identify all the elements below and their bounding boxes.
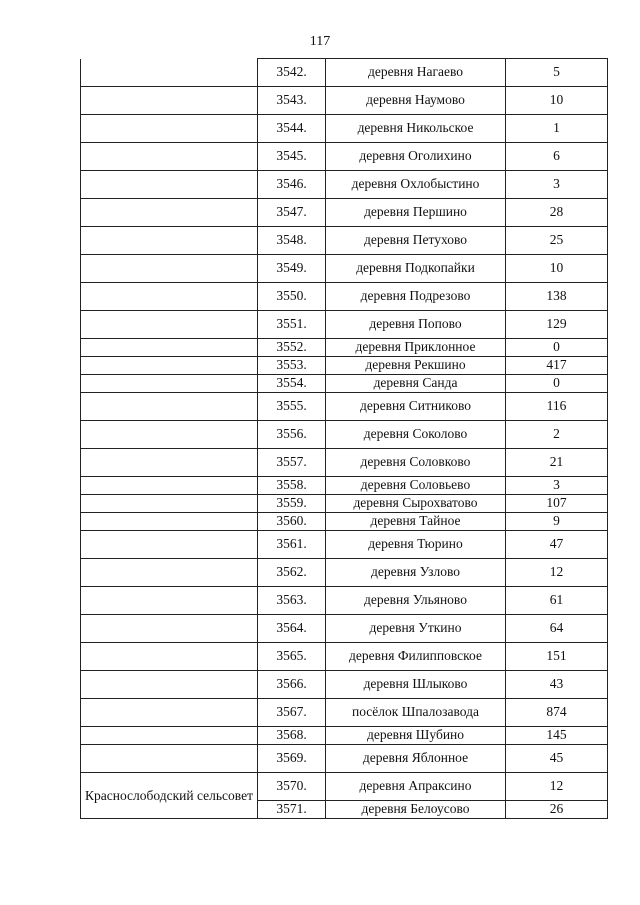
table-row <box>81 587 608 615</box>
population-value: 28 <box>506 199 608 227</box>
population-value: 43 <box>506 671 608 699</box>
row-number: 3543. <box>258 87 326 115</box>
district-cell <box>81 375 258 393</box>
district-cell <box>81 495 258 513</box>
district-cell <box>81 559 258 587</box>
settlement-name: деревня Першино <box>326 199 506 227</box>
population-value: 129 <box>506 311 608 339</box>
settlement-name: деревня Филипповское <box>326 643 506 671</box>
table-row <box>81 745 608 773</box>
table-row <box>81 477 608 495</box>
population-value: 1 <box>506 115 608 143</box>
settlement-name: деревня Шубино <box>326 727 506 745</box>
table-row <box>81 699 608 727</box>
settlement-name: деревня Тюрино <box>326 531 506 559</box>
settlement-name: деревня Никольское <box>326 115 506 143</box>
page-number: 117 <box>309 34 331 49</box>
row-number: 3555. <box>258 393 326 421</box>
population-value: 10 <box>506 87 608 115</box>
district-cell <box>81 477 258 495</box>
settlement-name: деревня Подрезово <box>326 283 506 311</box>
row-number: 3544. <box>258 115 326 143</box>
settlement-name: деревня Петухово <box>326 227 506 255</box>
table-row <box>81 357 608 375</box>
table-row <box>81 671 608 699</box>
settlement-name: деревня Приклонное <box>326 339 506 357</box>
row-number: 3571. <box>258 801 326 819</box>
population-value: 61 <box>506 587 608 615</box>
table-row <box>81 643 608 671</box>
table-row <box>81 59 608 87</box>
row-number: 3565. <box>258 643 326 671</box>
population-value: 0 <box>506 339 608 357</box>
table-row <box>81 531 608 559</box>
settlement-name: деревня Соловково <box>326 449 506 477</box>
settlement-name: деревня Подкопайки <box>326 255 506 283</box>
district-cell <box>81 283 258 311</box>
table-row <box>81 495 608 513</box>
row-number: 3548. <box>258 227 326 255</box>
population-value: 45 <box>506 745 608 773</box>
population-value: 138 <box>506 283 608 311</box>
settlement-name: деревня Оголихино <box>326 143 506 171</box>
row-number: 3556. <box>258 421 326 449</box>
table-row <box>81 115 608 143</box>
table-row <box>81 559 608 587</box>
table-row <box>81 87 608 115</box>
district-cell <box>81 115 258 143</box>
settlement-name: деревня Ульяново <box>326 587 506 615</box>
population-value: 21 <box>506 449 608 477</box>
population-value: 145 <box>506 727 608 745</box>
population-value: 12 <box>506 773 608 801</box>
population-value: 12 <box>506 559 608 587</box>
settlement-name: деревня Яблонное <box>326 745 506 773</box>
district-cell <box>81 745 258 773</box>
settlement-name: деревня Охлобыстино <box>326 171 506 199</box>
row-number: 3568. <box>258 727 326 745</box>
district-cell <box>81 311 258 339</box>
row-number: 3570. <box>258 773 326 801</box>
table-row <box>81 311 608 339</box>
settlement-name: деревня Соколово <box>326 421 506 449</box>
population-value: 64 <box>506 615 608 643</box>
row-number: 3559. <box>258 495 326 513</box>
population-value: 2 <box>506 421 608 449</box>
district-cell <box>81 143 258 171</box>
district-cell <box>81 643 258 671</box>
district-cell <box>81 699 258 727</box>
row-number: 3546. <box>258 171 326 199</box>
district-cell <box>81 171 258 199</box>
district-cell <box>81 393 258 421</box>
population-value: 10 <box>506 255 608 283</box>
table-row <box>81 421 608 449</box>
district-cell <box>81 87 258 115</box>
district-cell <box>81 727 258 745</box>
population-value: 3 <box>506 477 608 495</box>
district-cell <box>81 339 258 357</box>
row-number: 3552. <box>258 339 326 357</box>
table-row <box>81 199 608 227</box>
row-number: 3550. <box>258 283 326 311</box>
row-number: 3547. <box>258 199 326 227</box>
population-value: 116 <box>506 393 608 421</box>
settlement-name: деревня Санда <box>326 375 506 393</box>
table-row <box>81 615 608 643</box>
population-value: 107 <box>506 495 608 513</box>
row-number: 3560. <box>258 513 326 531</box>
district-cell <box>81 357 258 375</box>
table-row <box>81 171 608 199</box>
district-cell <box>81 587 258 615</box>
row-number: 3569. <box>258 745 326 773</box>
row-number: 3551. <box>258 311 326 339</box>
row-number: 3557. <box>258 449 326 477</box>
table-row <box>81 375 608 393</box>
district-cell <box>81 513 258 531</box>
district-cell <box>81 59 258 87</box>
table-row <box>81 339 608 357</box>
settlement-name: деревня Апраксино <box>326 773 506 801</box>
district-cell <box>81 615 258 643</box>
row-number: 3558. <box>258 477 326 495</box>
district-cell <box>81 421 258 449</box>
population-value: 0 <box>506 375 608 393</box>
row-number: 3562. <box>258 559 326 587</box>
table-row <box>81 255 608 283</box>
settlement-name: деревня Соловьево <box>326 477 506 495</box>
population-value: 47 <box>506 531 608 559</box>
settlement-name: деревня Тайное <box>326 513 506 531</box>
row-number: 3563. <box>258 587 326 615</box>
settlement-name: деревня Рекшино <box>326 357 506 375</box>
settlement-name: деревня Наумово <box>326 87 506 115</box>
row-number: 3554. <box>258 375 326 393</box>
table-row <box>81 727 608 745</box>
district-name: Краснослободский сельсовет <box>81 773 258 819</box>
table-row <box>81 513 608 531</box>
settlement-name: посёлок Шпалозавода <box>326 699 506 727</box>
settlements-table <box>80 58 608 819</box>
row-number: 3545. <box>258 143 326 171</box>
table-row <box>81 283 608 311</box>
row-number: 3566. <box>258 671 326 699</box>
settlement-name: деревня Нагаево <box>326 59 506 87</box>
population-value: 151 <box>506 643 608 671</box>
population-value: 6 <box>506 143 608 171</box>
row-number: 3561. <box>258 531 326 559</box>
table-row <box>81 227 608 255</box>
table-row <box>81 143 608 171</box>
settlement-name: деревня Шлыково <box>326 671 506 699</box>
population-value: 417 <box>506 357 608 375</box>
settlement-name: деревня Попово <box>326 311 506 339</box>
table-row <box>81 393 608 421</box>
district-cell <box>81 199 258 227</box>
row-number: 3542. <box>258 59 326 87</box>
settlement-name: деревня Сырохватово <box>326 495 506 513</box>
row-number: 3564. <box>258 615 326 643</box>
district-cell <box>81 449 258 477</box>
district-cell <box>81 531 258 559</box>
settlement-name: деревня Узлово <box>326 559 506 587</box>
district-cell <box>81 671 258 699</box>
row-number: 3567. <box>258 699 326 727</box>
population-value: 3 <box>506 171 608 199</box>
settlement-name: деревня Белоусово <box>326 801 506 819</box>
row-number: 3553. <box>258 357 326 375</box>
row-number: 3549. <box>258 255 326 283</box>
population-value: 5 <box>506 59 608 87</box>
population-value: 874 <box>506 699 608 727</box>
settlement-name: деревня Уткино <box>326 615 506 643</box>
population-value: 26 <box>506 801 608 819</box>
table-row <box>81 773 608 801</box>
population-value: 9 <box>506 513 608 531</box>
district-cell <box>81 255 258 283</box>
table-row <box>81 449 608 477</box>
district-cell <box>81 227 258 255</box>
settlement-name: деревня Ситниково <box>326 393 506 421</box>
population-value: 25 <box>506 227 608 255</box>
